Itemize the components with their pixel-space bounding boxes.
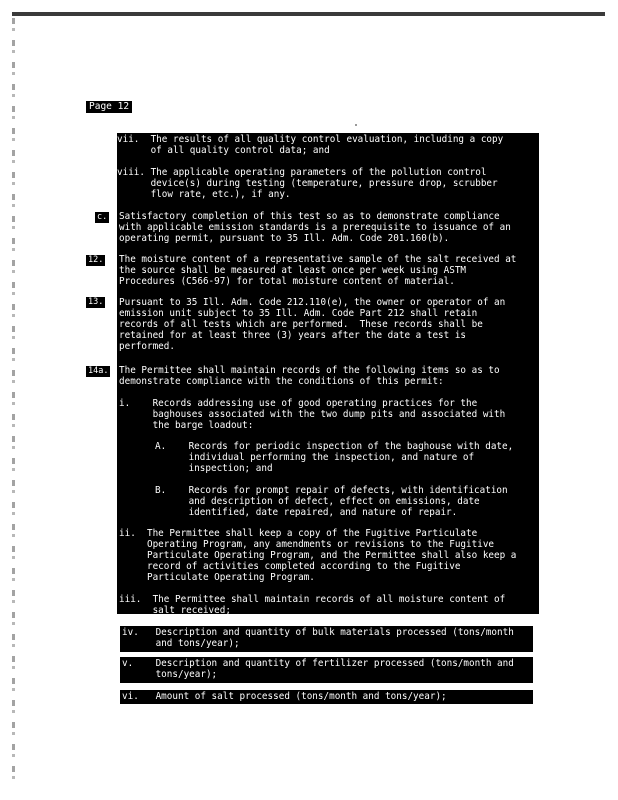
item-iv: iv. Description and quantity of bulk materials processed (tons/month and tons/year); (122, 627, 514, 649)
paragraph-c: Satisfactory completion of this test so as to demonstrate compliance with applicable emission standards is a prerequisite to issuance of an operating permit, pursuant to 35 Ill. Adm. Code 201.160(b). (119, 211, 511, 244)
item-viii: viii. The applicable operating parameters of the pollution control device(s) during testing (temperature, pressure drop, scrubber flow rate, etc.), if any. (117, 167, 498, 200)
scan-left-edge (12, 18, 15, 788)
item-vii: vii. The results of all quality control evaluation, including a copy of all quality control data; and (117, 134, 504, 156)
item-i: i. Records addressing use of good operating practices for the baghouses associated with the two dump pits and associated with the barge loadout: (119, 398, 506, 431)
item-vi: vi. Amount of salt processed (tons/month and tons/year); (122, 691, 447, 702)
paragraph-12: The moisture content of a representative sample of the salt received at the source shall be measured at least once per week using ASTM Procedures (C566-97) for total moisture content of material. (119, 254, 517, 287)
marker-13: 13. (88, 297, 104, 307)
scan-top-border (12, 12, 605, 16)
marker-14a: 14a. (88, 366, 109, 376)
paragraph-13: Pursuant to 35 Ill. Adm. Code 212.110(e), the owner or operator of an emission unit subject to 35 Ill. Adm. Code Part 212 shall retain records of all tests which are performed. These records shall be retained for at least three (3) years after the date a test is performed. (119, 297, 506, 352)
scan-speck (355, 124, 357, 126)
item-ii: ii. The Permittee shall keep a copy of the Fugitive Particulate Operating Program, any amendments or revisions to the Fugitive Particulate Operating Program, and the Permittee shall also keep a record of activities completed according to the Fugitive Particulate Operating Program. (119, 528, 517, 583)
item-A: A. Records for periodic inspection of the baghouse with date, individual performing the inspection, and nature of inspection; and (155, 441, 514, 474)
item-v: v. Description and quantity of fertilizer processed (tons/month and tons/year); (122, 658, 514, 680)
paragraph-14a: The Permittee shall maintain records of the following items so as to demonstrate compliance with the conditions of this permit: (119, 365, 500, 387)
item-B: B. Records for prompt repair of defects, with identification and description of defect, effect on emissions, date identified, date repaired, and nature of repair. (155, 485, 508, 518)
page-number-header: Page 12 (86, 101, 132, 113)
marker-c: c. (97, 212, 108, 222)
marker-12: 12. (88, 255, 104, 265)
item-iii: iii. The Permittee shall maintain records of all moisture content of salt received; (119, 594, 506, 616)
